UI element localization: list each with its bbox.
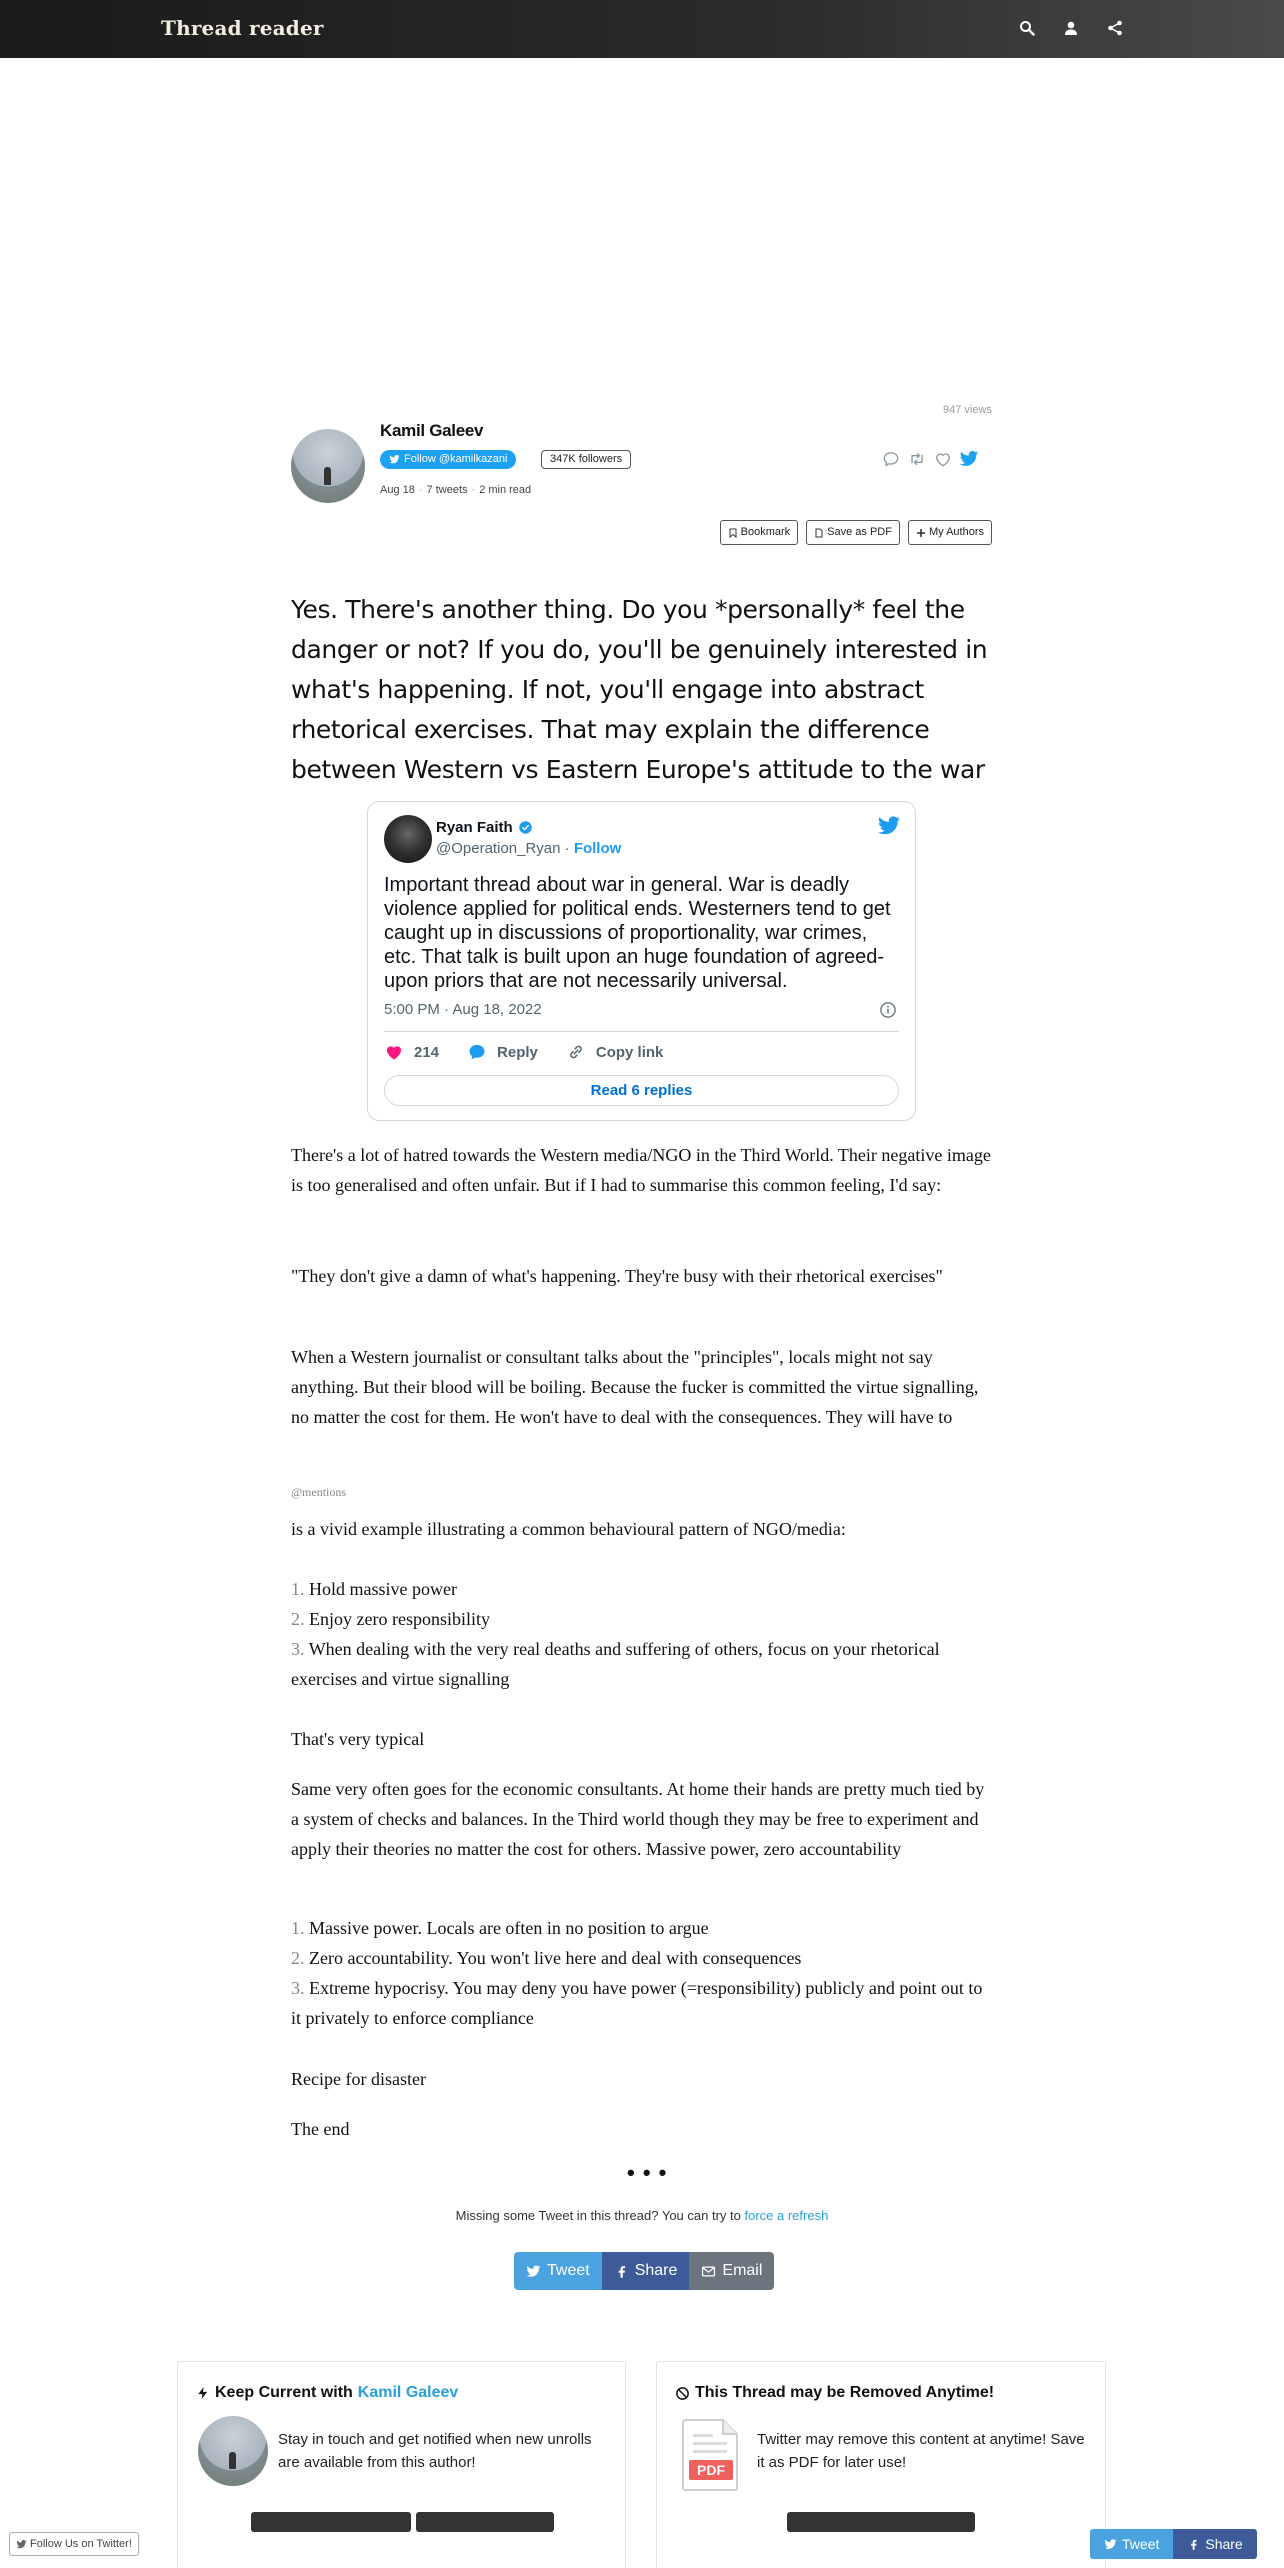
missing-tweet-notice bbox=[0, 2208, 1284, 2223]
save-pdf-card-button[interactable] bbox=[787, 2512, 975, 2532]
ban-icon bbox=[675, 2386, 690, 2401]
embedded-tweet[interactable] bbox=[367, 801, 916, 1121]
author-avatar[interactable] bbox=[198, 2416, 268, 2486]
follow-button[interactable] bbox=[251, 2512, 411, 2532]
subscribe-button[interactable] bbox=[416, 2512, 554, 2532]
thread-end-ellipsis: • • • bbox=[627, 2160, 668, 2185]
twitter-bird-icon[interactable] bbox=[877, 814, 901, 838]
tweet-paragraph: The end bbox=[291, 2119, 350, 2139]
author-name[interactable]: Kamil Galeev bbox=[380, 421, 484, 440]
embed-reply-button[interactable] bbox=[467, 1042, 538, 1062]
tweet-paragraph: There's a lot of hatred towards the Western media/NGO in the Third World. Their negative image is too generalised and often unfair. But if I had to summarise this common feeling, I'd say: bbox=[291, 1145, 991, 1195]
list-number: 2. bbox=[291, 1948, 305, 1968]
share-tweet-label: Tweet bbox=[547, 2262, 590, 2279]
list-number: 3. bbox=[291, 1978, 305, 1998]
keep-current-prefix: Keep Current with bbox=[215, 2384, 353, 2401]
missing-tweet-text: Missing some Tweet in this thread? You can try to bbox=[455, 2208, 745, 2223]
list-text: Massive power. Locals are often in no position to argue bbox=[309, 1918, 709, 1938]
plus-icon bbox=[916, 528, 926, 538]
twitter-bird-icon bbox=[16, 2539, 27, 2550]
share-email-button[interactable] bbox=[689, 2252, 774, 2290]
footer-share-button[interactable] bbox=[1173, 2529, 1256, 2559]
embed-actions bbox=[384, 1042, 663, 1062]
twitter-bird-icon[interactable] bbox=[959, 449, 979, 469]
force-refresh-link[interactable]: force a refresh bbox=[744, 2208, 829, 2223]
mentions-link[interactable]: @mentions bbox=[291, 1485, 347, 1499]
keep-current-title bbox=[196, 2384, 458, 2402]
chat-bubble-icon bbox=[467, 1042, 487, 1062]
tweet-count: 7 tweets bbox=[426, 484, 468, 496]
footer-tweet-button[interactable] bbox=[1090, 2529, 1173, 2559]
facebook-icon bbox=[614, 2264, 629, 2279]
follow-author-label: Follow @kamilkazani bbox=[404, 453, 508, 465]
brand-logo[interactable]: Thread reader bbox=[161, 16, 324, 40]
bookmark-label: Bookmark bbox=[740, 526, 791, 538]
thread-date: Aug 18 bbox=[380, 484, 415, 496]
embed-like-count: 214 bbox=[414, 1043, 440, 1061]
share-tweet-button[interactable] bbox=[514, 2252, 602, 2290]
facebook-icon bbox=[1187, 2538, 1200, 2551]
numbered-list bbox=[291, 1574, 993, 1694]
bookmark-button[interactable] bbox=[720, 520, 799, 545]
list-number: 3. bbox=[291, 1639, 305, 1659]
list-text: Enjoy zero responsibility bbox=[309, 1609, 490, 1629]
list-text: Extreme hypocrisy. You may deny you have power (=responsibility) publicly and point out to it privately to enforce compliance bbox=[291, 1978, 983, 2028]
save-pdf-button[interactable] bbox=[806, 520, 900, 545]
keep-current-card bbox=[177, 2361, 626, 2568]
bolt-icon bbox=[196, 2386, 210, 2400]
embed-separator: · bbox=[564, 840, 570, 857]
footer-share-buttons bbox=[1090, 2529, 1257, 2559]
embed-avatar[interactable] bbox=[384, 815, 432, 863]
pdf-file-icon bbox=[681, 2418, 741, 2492]
share-facebook-button[interactable] bbox=[602, 2252, 690, 2290]
embed-like-button[interactable] bbox=[384, 1042, 439, 1062]
reply-icon[interactable] bbox=[881, 449, 901, 469]
verified-icon bbox=[518, 820, 533, 835]
tweet-paragraph: When a Western journalist or consultant talks about the "principles", locals might not say anything. But their blood will be boiling. Because the fucker is committed the virtue signalling, no matter the cost for them. He won't have to deal with the consequences. They will have to bbox=[291, 1347, 979, 1427]
tweet-paragraph: Same very often goes for the economic consultants. At home their hands are pretty much tied by a system of checks and balances. In the Third world though they may be free to experiment and apply their theories no matter the cost for others. Massive power, zero accountability bbox=[291, 1779, 985, 1859]
embed-text: Important thread about war in general. War is deadly violence applied for political ends. Westerners tend to get caught up in discussions of proportionality, war crimes, etc. That talk is built upon an huge foundation of agreed-upon priors that are not necessarily universal. bbox=[384, 874, 891, 992]
my-authors-label: My Authors bbox=[928, 526, 984, 538]
nav-icons bbox=[1018, 19, 1124, 37]
read-replies-button[interactable]: Read 6 replies bbox=[384, 1075, 899, 1106]
followers-badge: 347K followers bbox=[541, 450, 631, 469]
share-email-label: Email bbox=[722, 2262, 763, 2279]
removal-warning-card bbox=[656, 2361, 1106, 2568]
envelope-icon bbox=[701, 2264, 716, 2279]
embed-divider bbox=[384, 1031, 899, 1032]
user-icon[interactable] bbox=[1062, 19, 1080, 37]
twitter-bird-icon bbox=[389, 454, 400, 465]
twitter-bird-icon bbox=[526, 2264, 541, 2279]
footer-tweet-label: Tweet bbox=[1122, 2536, 1160, 2552]
list-item bbox=[291, 1973, 993, 2033]
footer-share-label: Share bbox=[1205, 2536, 1243, 2552]
list-text: Zero accountability. You won't live here and deal with consequences bbox=[309, 1948, 802, 1968]
retweet-icon[interactable] bbox=[907, 449, 927, 469]
twitter-bird-icon bbox=[1104, 2538, 1117, 2551]
removal-warning-text: Twitter may remove this content at anytime! Save it as PDF for later use! bbox=[757, 2431, 1085, 2471]
removal-warning-title bbox=[675, 2384, 994, 2402]
file-icon bbox=[814, 528, 824, 538]
embed-copy-label: Copy link bbox=[595, 1043, 664, 1061]
embed-follow-link[interactable]: Follow bbox=[573, 840, 622, 857]
list-item bbox=[291, 1634, 993, 1694]
embed-handle[interactable]: @Operation_Ryan bbox=[436, 840, 561, 857]
list-item bbox=[291, 1574, 993, 1604]
numbered-list bbox=[291, 1913, 993, 2033]
save-pdf-label: Save as PDF bbox=[827, 526, 892, 538]
tweet-actions bbox=[881, 449, 979, 469]
follow-author-button[interactable] bbox=[380, 450, 516, 469]
svg-text:PDF: PDF bbox=[697, 2462, 725, 2478]
tweet-paragraph: is a vivid example illustrating a common behavioural pattern of NGO/media: bbox=[291, 1519, 846, 1539]
keep-current-author[interactable]: Kamil Galeev bbox=[357, 2384, 459, 2401]
info-icon[interactable] bbox=[879, 1001, 897, 1019]
list-text: Hold massive power bbox=[309, 1579, 457, 1599]
removal-warning-heading: This Thread may be Removed Anytime! bbox=[695, 2384, 995, 2401]
embed-author-name: Ryan Faith bbox=[436, 819, 513, 836]
share-facebook-label: Share bbox=[634, 2262, 678, 2279]
list-number: 1. bbox=[291, 1918, 305, 1938]
thread-meta: Aug 18 · 7 tweets · 2 min read bbox=[380, 484, 532, 496]
list-number: 2. bbox=[291, 1609, 305, 1629]
search-icon[interactable] bbox=[1018, 19, 1036, 37]
embed-copy-link-button[interactable] bbox=[566, 1042, 664, 1062]
embed-reply-label: Reply bbox=[497, 1043, 538, 1061]
thread-buttons bbox=[720, 520, 992, 545]
top-navbar bbox=[0, 0, 1284, 58]
lead-tweet: Yes. There's another thing. Do you *personally* feel the danger or not? If you do, you'll be genuinely interested in what's happening. If not, you'll engage into abstract rhetorical exercises. That may explain the difference between Western vs Eastern Europe's attitude to the war bbox=[291, 595, 988, 784]
share-icon[interactable] bbox=[1106, 19, 1124, 37]
tweet-paragraph: That's very typical bbox=[291, 1729, 425, 1749]
link-icon bbox=[566, 1042, 586, 1062]
follow-us-label: Follow Us on Twitter! bbox=[30, 2538, 132, 2550]
keep-current-text: Stay in touch and get notified when new unrolls are available from this author! bbox=[278, 2431, 592, 2471]
embed-timestamp[interactable]: 5:00 PM · Aug 18, 2022 bbox=[384, 1001, 542, 1018]
like-icon[interactable] bbox=[933, 449, 953, 469]
tweet-paragraph: "They don't give a damn of what's happening. They're busy with their rhetorical exercises" bbox=[291, 1266, 943, 1286]
list-text: When dealing with the very real deaths and suffering of others, focus on your rhetorical exercises and virtue signalling bbox=[291, 1639, 940, 1689]
list-item bbox=[291, 1604, 993, 1634]
list-item bbox=[291, 1943, 993, 1973]
heart-icon bbox=[384, 1042, 404, 1062]
author-avatar[interactable] bbox=[291, 429, 365, 503]
bookmark-icon bbox=[728, 528, 738, 538]
my-authors-button[interactable] bbox=[908, 520, 992, 545]
list-number: 1. bbox=[291, 1579, 305, 1599]
view-count: 947 views bbox=[943, 404, 992, 416]
follow-us-twitter-button[interactable] bbox=[9, 2532, 139, 2556]
tweet-paragraph: Recipe for disaster bbox=[291, 2069, 426, 2089]
embed-author[interactable] bbox=[436, 819, 533, 836]
share-buttons bbox=[514, 2252, 774, 2290]
embed-handle-row bbox=[436, 840, 621, 857]
list-item bbox=[291, 1913, 993, 1943]
read-time: 2 min read bbox=[479, 484, 532, 496]
